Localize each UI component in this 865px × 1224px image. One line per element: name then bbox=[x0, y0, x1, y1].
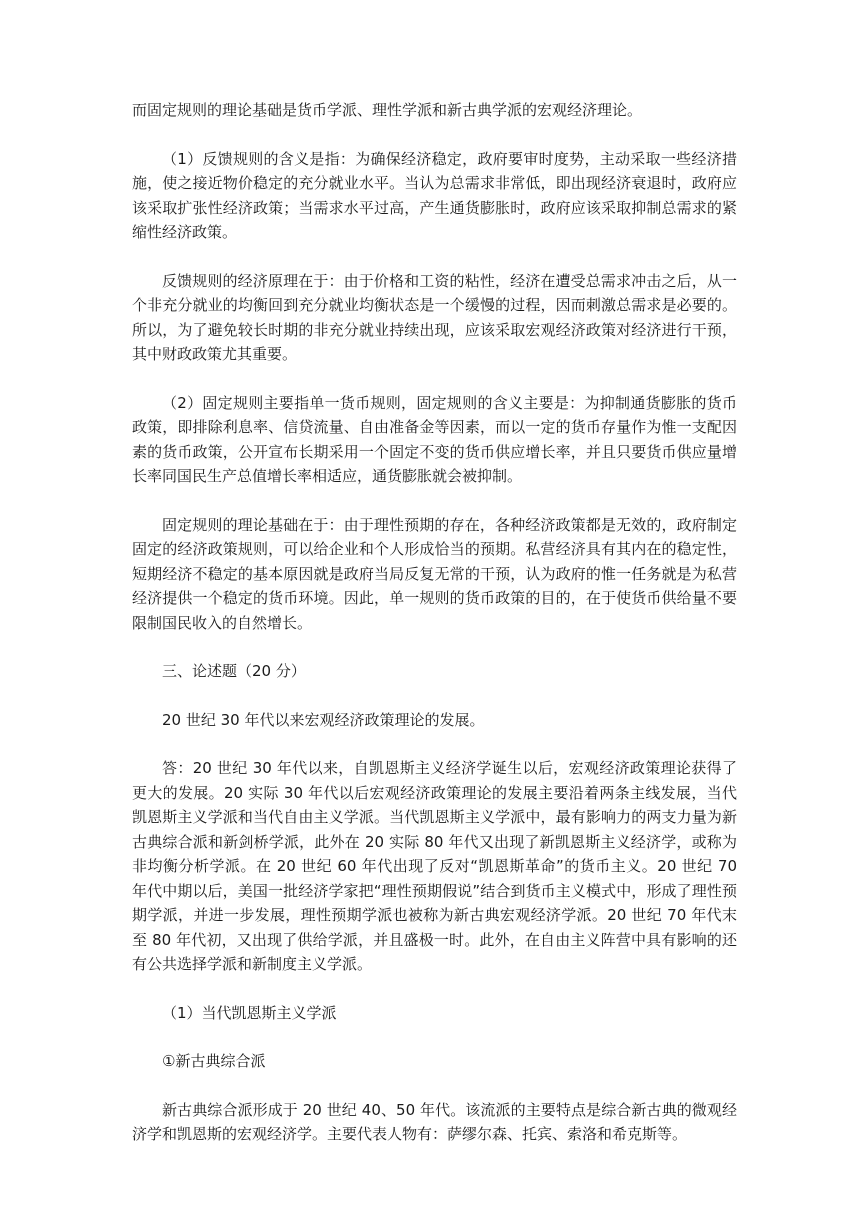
paragraph-fixed-rule-theory: 固定规则的理论基础在于：由于理性预期的存在，各种经济政策都是无效的，政府制定固定的经济政策规则，可以给企业和个人形成恰当的预期。私营经济具有其内在的稳定性，短期经济不稳定的基本原因就是政府当局反复无常的干预，认为政府的惟一任务就是为私营经济提供一个稳定的货币环境。因此，单一规则的货币政策的目的，在于使货币供给量不要限制国民收入的自然增长。 bbox=[132, 515, 737, 632]
paragraph-feedback-rule-principle: 反馈规则的经济原理在于：由于价格和工资的粘性，经济在遭受总需求冲击之后，从一个非充分就业的均衡回到充分就业均衡状态是一个缓慢的过程，因而刺激总需求是必要的。所以，为了避免较长时期的非充分就业持续出现，应该采取宏观经济政策对经济进行干预，其中财政政策尤其重要。 bbox=[132, 271, 737, 363]
question-title: 20 世纪 30 年代以来宏观经济政策理论的发展。 bbox=[162, 710, 485, 729]
paragraph-neoclassical-synthesis: 新古典综合派形成于 20 世纪 40、50 年代。该流派的主要特点是综合新古典的微观经济学和凯恩斯的宏观经济学。主要代表人物有：萨缪尔森、托宾、索洛和希克斯等。 bbox=[132, 1100, 737, 1143]
section-heading-essay: 三、论述题（20 分） bbox=[162, 662, 306, 680]
subheading-keynesian-school: （1）当代凯恩斯主义学派 bbox=[162, 1003, 337, 1022]
paragraph-feedback-rule-meaning: （1）反馈规则的含义是指：为确保经济稳定，政府要审时度势，主动采取一些经济措施，使之接近物价稳定的充分就业水平。当认为总需求非常低，即出现经济衰退时，政府应该采取扩张性经济政策；当需求水平过高，产生通货膨胀时，政府应该采取抑制总需求的紧缩性经济政策。 bbox=[132, 149, 737, 241]
paragraph-fixed-rule-basis: 而固定规则的理论基础是货币学派、理性学派和新古典学派的宏观经济理论。 bbox=[132, 101, 643, 119]
paragraph-fixed-rule-meaning: （2）固定规则主要指单一货币规则，固定规则的含义主要是：为抑制通货膨胀的货币政策，即排除利息率、信贷流量、自由准备金等因素，而以一定的货币存量作为惟一支配因素的货币政策，公开宣布长期采用一个固定不变的货币供应增长率，并且只要货币供应量增长率同国民生产总值增长率相适应，通货膨胀就会被抑制。 bbox=[132, 393, 737, 485]
answer-paragraph: 答：20 世纪 30 年代以来，自凯恩斯主义经济学诞生以后，宏观经济政策理论获得了更大的发展。20 实际 30 年代以后宏观经济政策理论的发展主要沿着两条主线发展，当代凯恩斯主义学派和当代自由主义学派。当代凯恩斯主义学派中，最有影响力的两支力量为新古典综合派和新剑桥学派，此外在 20 实际 80 年代又出现了新凯恩斯主义经济学，或称为非均衡分析学派。在 20 世纪 60 年代出现了反对“凯恩斯革命”的货币主义。20 世纪 70 年代中期以后，美国一批经济学家把“理性预期假说”结合到货币主义模式中，形成了理性预期学派，并进一步发展，理性预期学派也被称为新古典宏观经济学派。20 世纪 70 年代末至 80 年代初，又出现了供给学派，并且盛极一时。此外，在自由主义阵营中具有影响的还有公共选择学派和新制度主义学派。 bbox=[132, 759, 737, 973]
subheading-neoclassical-synthesis: ①新古典综合派 bbox=[162, 1052, 266, 1070]
